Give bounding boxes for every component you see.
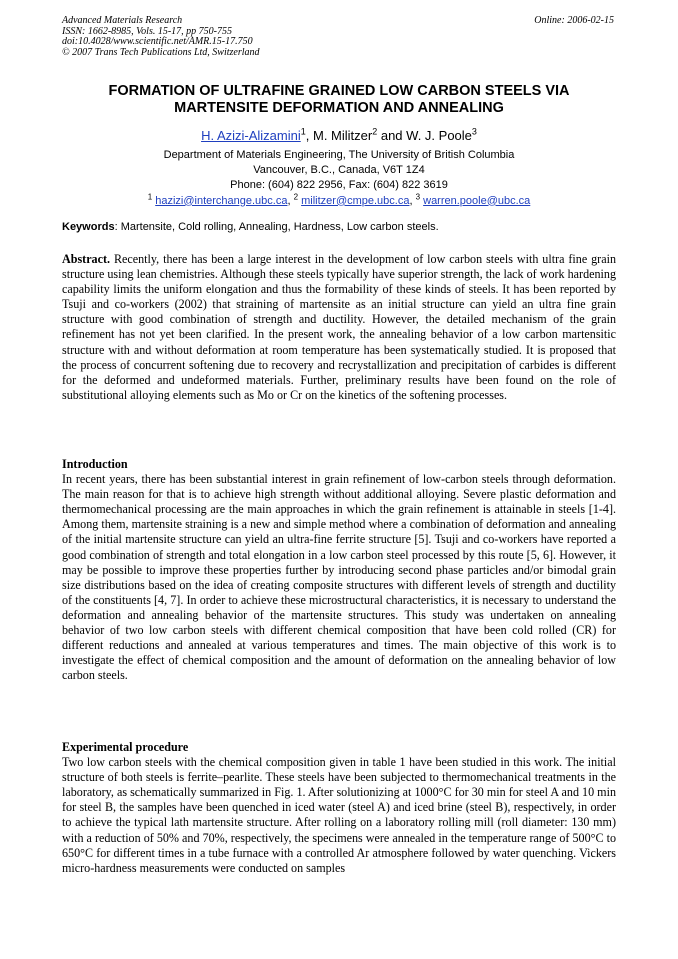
email-sup-3: 3 (415, 191, 421, 201)
copyright-line: © 2007 Trans Tech Publications Ltd, Switzerland (62, 46, 260, 58)
experimental-heading: Experimental procedure (62, 740, 189, 754)
author-sup-1: 1 (300, 126, 306, 137)
author-sup-2: 2 (372, 126, 378, 137)
online-date: Online: 2006-02-15 (534, 15, 614, 26)
publication-info (62, 16, 260, 58)
keywords-text: : Martensite, Cold rolling, Annealing, Hardness, Low carbon steels. (114, 221, 439, 233)
keywords-label: Keywords (62, 221, 115, 233)
email-link-2[interactable]: militzer@cmpe.ubc.ca (301, 194, 410, 207)
email-sup-1: 1 (147, 191, 153, 201)
author-link-azizi[interactable]: H. Azizi-Alizamini (201, 128, 301, 143)
affiliation-block (62, 148, 616, 209)
abstract-label: Abstract. (62, 252, 111, 266)
experimental-section (62, 740, 616, 876)
keywords-line (62, 220, 616, 234)
abstract-paragraph (62, 252, 616, 403)
doi-line: doi:10.4028/www.scientific.net/AMR.15-17.750 (62, 36, 253, 47)
introduction-section (62, 457, 616, 683)
affiliation-department: Department of Materials Engineering, The University of British Columbia (163, 149, 515, 161)
email-link-3[interactable]: warren.poole@ubc.ca (423, 194, 531, 207)
abstract-text: Recently, there has been a large interest in the development of low carbon steels with ultra fine grain structure using lean chemistries. Although these steels typically have superior strength, the lack of work hardening capability limits the uniform elongation and thus the formability of these kinds of steels. It has been reported by Tsuji and co-workers (2002) that straining of martensite as an initial structure can yield an ultra fine grain structure with good combination of strength and ductility. However, the detailed mechanism of the grain refinement has not yet been clarified. In the present work, the annealing behavior of a low carbon martensitic structure with and without deformation at room temperature has been systematically studied. It is proposed that the process of concurrent softening due to recovery and recrystallization and precipitation of carbides is different for the deformed and undeformed materials. Further, preliminary results have been found on the role of substitutional alloying elements such as Mo or Cr on the kinetics of the softening processes. (62, 252, 616, 402)
experimental-text: Two low carbon steels with the chemical composition given in table 1 have been studied in this work. The initial structure of both steels is ferrite–pearlite. These steels have been subjected to thermomechanical treatments in the laboratory, as schematically summarized in Fig. 1. After solutionizing at 1000°C for 30 min for steel A and 10 min for steel B, the samples have been quenched in iced water (steel A) and iced brine (steel B), respectively, in order to achieve the typical lath martensite structure. After rolling on a laboratory rolling mill (roll diameter: 130 mm) with a reduction of 50% and 70%, respectively, the specimens were annealed in the temperature range of 500°C to 650°C for different times in a tube furnace with a controlled Ar atmosphere followed by water quenching. Vickers micro-hardness measurements were conducted on samples (62, 755, 616, 875)
author-poole: and W. J. Poole (377, 128, 472, 143)
email-line: $^1$ hazizi@interchange.ubc.ca, $^2$ militzer@cmpe.ubc.ca, $^3$ warren.poole@ubc.ca (147, 191, 531, 207)
affiliation-address: Vancouver, B.C., Canada, V6T 1Z4 (253, 164, 425, 177)
author-militzer: , M. Militzer (305, 128, 373, 143)
author-line (62, 128, 616, 144)
introduction-heading: Introduction (62, 457, 128, 471)
journal-name: Advanced Materials Research (62, 15, 183, 26)
email-sup-2: 2 (293, 191, 299, 201)
issn-line: ISSN: 1662-8985, Vols. 15-17, pp 750-755 (62, 25, 232, 37)
email-link-1[interactable]: hazizi@interchange.ubc.ca (155, 194, 288, 207)
paper-title: FORMATION OF ULTRAFINE GRAINED LOW CARBON STEELS VIA MARTENSITE DEFORMATION AND ANNEALING (108, 83, 570, 116)
affiliation-phone: Phone: (604) 822 2956, Fax: (604) 822 3619 (230, 179, 448, 192)
author-sup-3: 3 (471, 126, 477, 137)
introduction-text: In recent years, there has been substantial interest in grain refinement of low-carbon steels through deformation. The main reason for that is to achieve high strength without additional alloying. Severe plastic deformation and thermomechanical processing are the main approaches in which the grain refinement is attainable in steels [1-4]. Among them, martensite straining is a new and simple method where a combination of deformation and annealing of the initial martensite structure can yield an ultra-fine ferrite structure [5]. Tsuji and co-workers have reported a good combination of strength and total elongation in a low carbon steel processed by this route [5, 6]. However, it may be possible to improve these properties further by introducing second phase particles and/or bimodal grain size distributions based on the idea of creating composite structures with different levels of strength and ductility of the constituents [4, 7]. In order to achieve these microstructural characteristics, it is necessary to understand the deformation and annealing behavior of the martensite structures. This study was undertaken on annealing behavior of two low carbon steels with different chemical composition that have been cold rolled (CR) for different reductions and annealed at various temperatures and times. The main objective of this work is to investigate the effect of chemical composition and the amount of deformation on the annealing behavior of low carbon steels. (62, 472, 616, 683)
